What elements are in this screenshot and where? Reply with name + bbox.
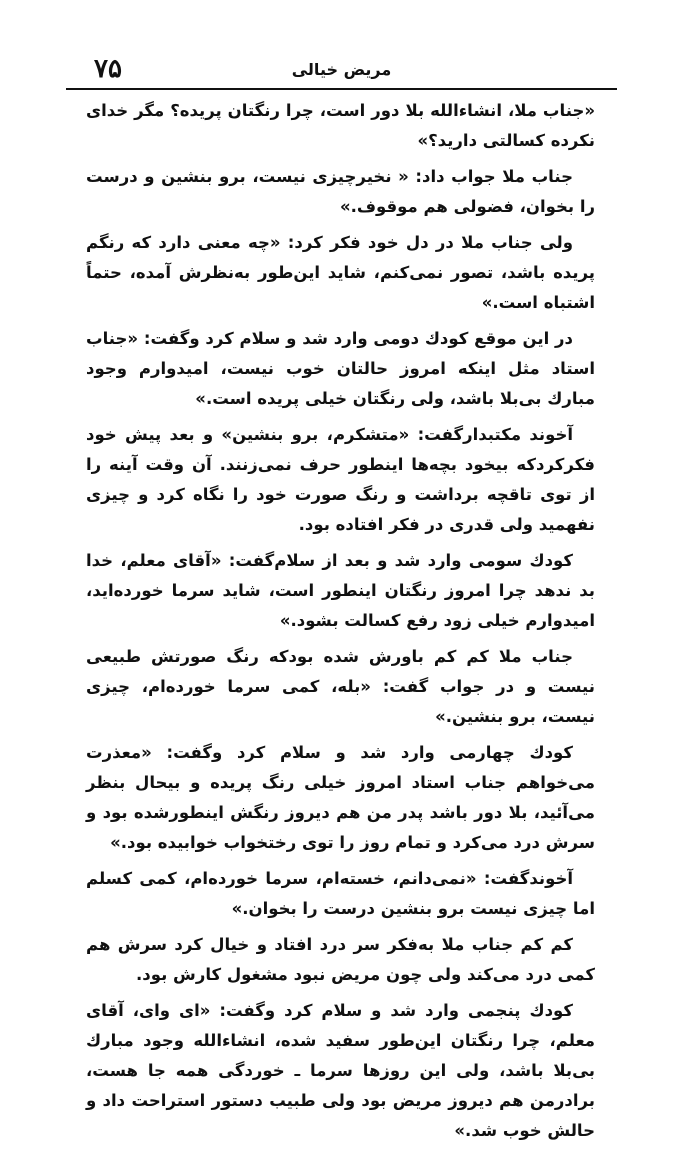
- paragraph: کودك چهارمی وارد شد و سلام کرد وگفت: «معذرت می‌خواهم جناب استاد امروز خیلی رنگ پریده و بیحال بنظر می‌آئید، بلا دور باشد پدر من هم دیروز رنگش اینطورشده بود و سرش درد می‌کرد و تمام روز را توی رختخواب خوابیده بود.»: [86, 743, 595, 852]
- page-number: ۷۵: [94, 54, 122, 84]
- page-body: [86, 96, 595, 1152]
- paragraph: در این موقع کودك دومی وارد شد و سلام کرد وگفت: «جناب استاد مثل اینکه امروز حالتان خوب نیست، امیدوارم وجود مبارك بی‌بلا باشد، ولی رنگتان خیلی پریده است.»: [86, 329, 595, 408]
- paragraph: جناب ملا کم کم باورش شده بودکه رنگ صورتش طبیعی نیست و در جواب گفت: «بله، کمی سرما خورده‌ام، چیزی نیست، برو بنشین.»: [86, 647, 595, 726]
- running-title: مریض خیالی: [291, 60, 392, 79]
- paragraph: کودك سومی وارد شد و بعد از سلام‌گفت: «آقای معلم، خدا بد ندهد چرا امروز رنگتان اینطور است، شاید سرما خورده‌اید، امیدوارم خیلی زود رفع کسالت بشود.»: [86, 551, 595, 630]
- paragraph: کم کم جناب ملا به‌فکر سر درد افتاد و خیال کرد سرش هم کمی درد می‌کند ولی چون مریض نبود مشغول کارش بود.: [86, 935, 595, 984]
- paragraph: کودك پنجمی وارد شد و سلام کرد وگفت: «ای وای، آقای معلم، چرا رنگتان این‌طور سفید شده، انشاءالله وجود مبارك بی‌بلا باشد، ولی این روزها سرما ـ خوردگی همه جا هست، برادرمن هم دیروز مریض بود ولی طبیب دستور استراحت داد و حالش خوب شد.»: [86, 1001, 595, 1140]
- page-header: [66, 52, 617, 90]
- paragraph: جناب ملا جواب داد: « نخیرچیزی نیست، برو بنشین و درست را بخوان، فضولی هم موقوف.»: [86, 167, 595, 216]
- paragraph: آخوند مکتبدارگفت: «متشکرم، برو بنشین» و بعد پیش خود فکرکردکه بیخود بچه‌ها اینطور حرف نمی‌زنند. آن وقت آینه را از توی تاقچه برداشت و رنگ صورت خود را نگاه کرد و چیزی نفهمید ولی قدری در فکر افتاده بود.: [86, 425, 595, 534]
- paragraph: ولی جناب ملا در دل خود فکر کرد: «چه معنی دارد که رنگم پریده باشد، تصور نمی‌کنم، شاید این‌طور به‌نظرش آمده، حتماً اشتباه است.»: [86, 233, 595, 312]
- paragraph: آخوندگفت: «نمی‌دانم، خسته‌ام، سرما خورده‌ام، کمی کسلم اما چیزی نیست برو بنشین درست را بخوان.»: [86, 869, 595, 918]
- paragraph: «جناب ملا، انشاءالله بلا دور است، چرا رنگتان پریده؟ مگر خدای نکرده کسالتی دارید؟»: [86, 101, 595, 150]
